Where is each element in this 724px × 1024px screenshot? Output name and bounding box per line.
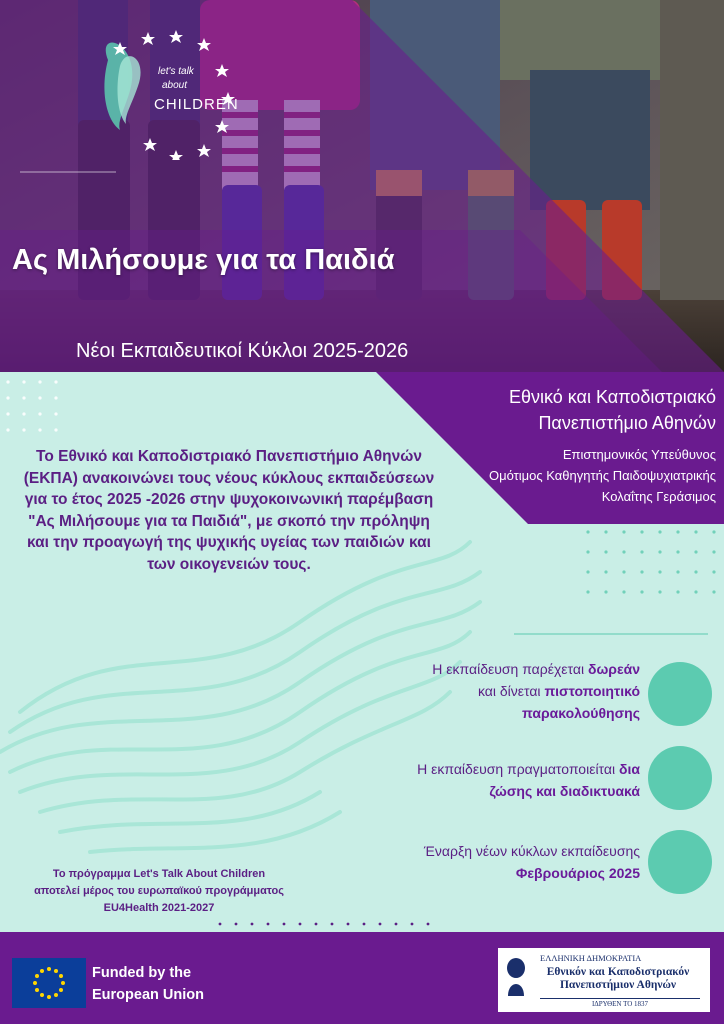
page-subtitle: Νέοι Εκπαιδευτικοί Κύκλοι 2025-2026: [76, 340, 409, 362]
announcement-text: Το Εθνικό και Καποδιστριακό Πανεπιστήμιο Αθηνών (ΕΚΠΑ) ανακοινώνει τους νέους κύκλους εκπαιδεύσεων για το έτος 2025 -2026 στην ψυχοκοινωνική παρέμβαση "Ας Μιλήσουμε για τα Παιδιά", με σκοπό την πρόληψη και την προαγωγή της ψυχικής υγείας των παιδιών και των οικογενειών τους.: [23, 448, 435, 573]
teal-circle: [648, 830, 712, 894]
logo-text-2: about: [162, 80, 188, 91]
logo-text-1: let's talk: [158, 66, 194, 77]
uoa-established: ΙΔΡΥΘΕΝ ΤΟ 1837: [540, 998, 700, 1008]
feature-start: Έναρξη νέων κύκλων εκπαίδευσης Φεβρουάριος 2025: [423, 843, 640, 881]
teal-circle: [648, 746, 712, 810]
eu-flag-icon: [12, 958, 86, 1008]
uoa-name: Εθνικόν και Καποδιστριακόν Πανεπιστήμιον Αθηνών: [546, 966, 690, 991]
teal-circle: [648, 662, 712, 726]
feature-free: Η εκπαίδευση παρέχεται δωρεάν και δίνεται πιστοποιητικό παρακολούθησης: [432, 661, 640, 721]
university-name: Εθνικό και Καποδιστριακό Πανεπιστήμιο Αθηνών: [508, 387, 716, 433]
page-title: Ας Μιλήσουμε για τα Παιδιά: [12, 244, 395, 276]
lets-talk-logo: [86, 20, 246, 160]
feature-mode: Η εκπαίδευση πραγματοποιείται δια ζώσης και διαδικτυακά: [417, 761, 640, 799]
uoa-republic: ΕΛΛΗΝΙΚΗ ΔΗΜΟΚΡΑΤΙΑ: [540, 953, 642, 963]
funded-by-eu: Funded by the European Union: [92, 965, 204, 1003]
logo-text-3: CHILDREN: [154, 96, 239, 113]
athena-emblem-icon: [504, 956, 528, 996]
hero-banner: [0, 0, 724, 372]
scientific-lead: Επιστημονικός Υπεύθυνος Ομότιμος Καθηγητής Παιδοψυχιατρικής Κολαΐτης Γεράσιμος: [488, 447, 716, 504]
eu-program-note: Το πρόγραμμα Let's Talk About Children αποτελεί μέρος του ευρωπαϊκού προγράμματος EU4Health 2021-2027: [34, 868, 284, 914]
